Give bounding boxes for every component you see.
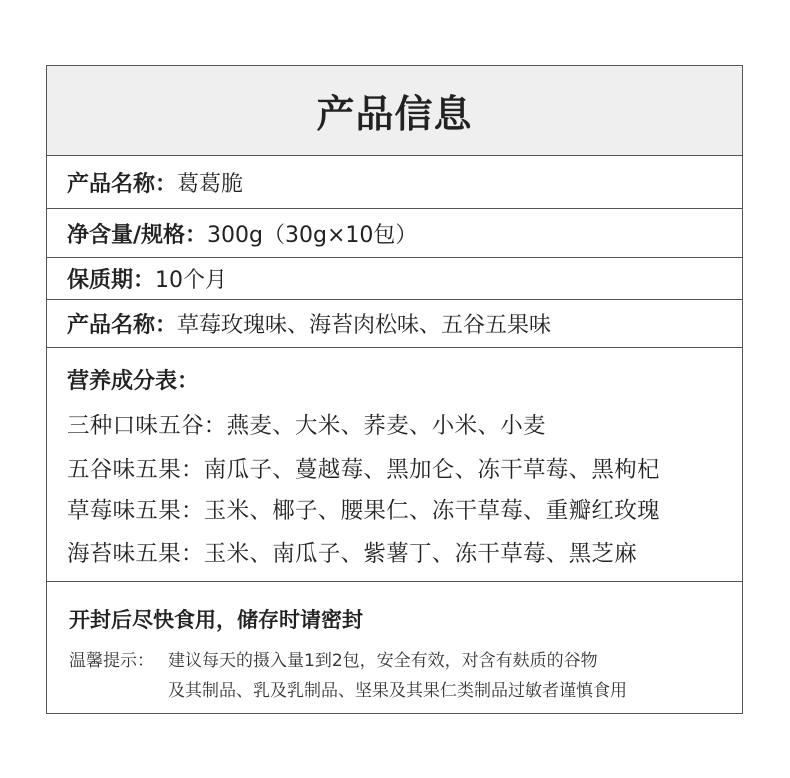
storage-title: 开封后尽快食用，储存时请密封	[69, 608, 363, 632]
storage-notice	[47, 582, 742, 715]
net-content-label: 净含量/规格：	[67, 222, 208, 248]
product-name-label: 产品名称：	[67, 171, 178, 197]
product-info-table	[46, 65, 743, 714]
tip-label: 温馨提示：	[69, 651, 154, 671]
net-content-value: 300g（30g×10包）	[207, 222, 418, 248]
nutrition-title: 营养成分表：	[67, 369, 200, 394]
shelf-life-value: 10个月	[155, 268, 228, 293]
ingredient-line: 海苔味五果：玉米、南瓜子、紫薯丁、冻干草莓、黑芝麻	[67, 541, 638, 567]
shelf-life-label: 保质期：	[67, 268, 156, 293]
product-name-row	[47, 156, 742, 209]
shelf-life-row	[47, 258, 742, 300]
nutrition-section	[47, 348, 742, 582]
flavors-label: 产品名称：	[67, 313, 178, 338]
tip-text-line: 建议每天的摄入量1到2包，安全有效，对含有麸质的谷物	[168, 651, 598, 671]
ingredient-line: 三种口味五谷：燕麦、大米、荞麦、小米、小麦	[67, 413, 546, 439]
flavors-row	[47, 300, 742, 348]
page-title: 产品信息	[316, 92, 473, 136]
net-content-row	[47, 209, 742, 258]
product-name-value: 葛葛脆	[177, 171, 244, 197]
tip-text-line: 及其制品、乳及乳制品、坚果及其果仁类制品过敏者谨慎食用	[168, 681, 627, 701]
ingredient-line: 五谷味五果：南瓜子、蔓越莓、黑加仑、冻干草莓、黑枸杞	[67, 457, 660, 483]
table-header	[47, 66, 742, 156]
flavors-value: 草莓玫瑰味、海苔肉松味、五谷五果味	[177, 313, 552, 338]
ingredient-line: 草莓味五果：玉米、椰子、腰果仁、冻干草莓、重瓣红玫瑰	[67, 498, 660, 524]
